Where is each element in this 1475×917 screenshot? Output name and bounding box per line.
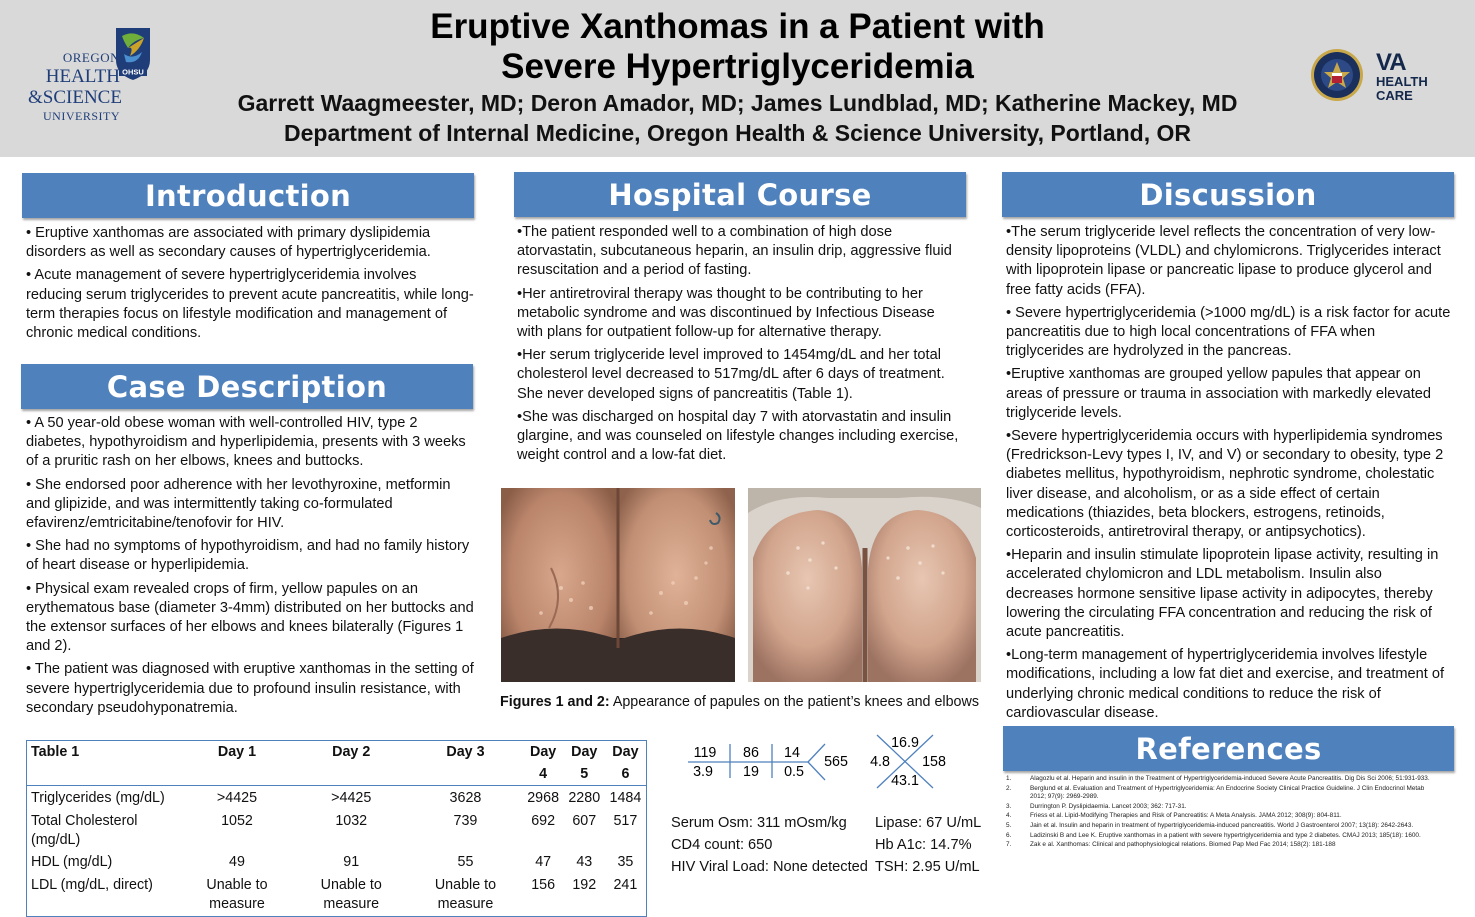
tsh: TSH: 2.95 U/mL <box>875 859 980 875</box>
case-description-heading: Case Description <box>21 364 473 409</box>
figure-caption-text: Appearance of papules on the patient’s knees and elbows <box>609 694 979 710</box>
cbc-plt: 158 <box>922 754 946 770</box>
reference-text: Jain et al. Insulin and heparin in treatment of hypertriglyceridemia-induced pancreatitis. World J Gastroenterol 2007; 13(18): 2642-2643. <box>1030 821 1414 829</box>
table-header-row <box>27 741 647 786</box>
reference-item <box>1006 803 1436 812</box>
introduction-bullet: • Acute management of severe hypertriglyceridemia involves reducing serum triglycerides to prevent acute pancreatitis, while long-term therapies focus on lifestyle modification and management of chronic medical conditions. <box>26 267 474 342</box>
case-bullet: • The patient was diagnosed with eruptive xanthomas in the setting of severe hypertriglyceridemia due to profound insulin resistance, with secondary pseudohyponatremia. <box>26 661 474 716</box>
cd4-count: CD4 count: 650 <box>671 837 773 853</box>
elbows-photo-image <box>748 488 981 682</box>
discussion-bullet: •Long-term management of hypertriglyceridemia involves lifestyle modifications, including a low fat diet and exercise, and treatment of underlying chronic medical conditions to reduce the risk of cardiovascular disease. <box>1006 647 1445 721</box>
table-cell: 55 <box>457 853 474 870</box>
reference-item <box>1006 775 1436 784</box>
discussion-body <box>1006 223 1452 727</box>
table-header-cell: Day 3 <box>408 741 522 786</box>
reference-text: Durrington P. Dyslipidaemia. Lancet 2003; 362: 717-31. <box>1030 802 1187 810</box>
table-header-cell: Day 6 <box>605 741 647 786</box>
labs-left <box>671 812 871 878</box>
table-header-cell: Table 1 <box>27 741 180 786</box>
discussion-bullet: •Severe hypertriglyceridemia occurs with hyperlipidemia syndromes (Fredrickson-Levy types I, IV, and V) or secondary to obesity, type 2 diabetes mellitus, hypothyroidism, nephrotic syndrome, cholestatic liver disease, and alcoholism, or as a side effect of certain medications (thiazides, beta blockers, estrogens, retinoids, corticosteroids, antiretroviral therapy, or antipsychotics). <box>1006 428 1444 541</box>
bmp-na: 119 <box>693 745 717 761</box>
va-wordmark <box>1376 51 1428 103</box>
reference-number: 3. <box>1006 802 1012 810</box>
reference-text: Berglund et al. Evaluation and Treatment of Hypertriglyceridemia: An Endocrine Society Clinical Practice Guideline. J Clin Endocrinol Metab 2012; 97(9): 2969-2989. <box>1030 784 1425 801</box>
va-logo <box>1308 45 1428 105</box>
va-line3: CARE <box>1376 88 1413 103</box>
discussion-heading: Discussion <box>1002 172 1454 217</box>
reference-number: 7. <box>1006 841 1012 849</box>
poster-title-line1: Eruptive Xanthomas in a Patient with <box>430 7 1045 46</box>
poster-header <box>0 0 1475 157</box>
table-row <box>27 873 647 917</box>
knees-photo-image <box>501 488 735 682</box>
figure-caption <box>500 693 990 711</box>
table-cell: 156 <box>531 876 556 893</box>
cbc-hgb: 16.9 <box>891 735 919 751</box>
reference-item <box>1006 822 1436 831</box>
reference-item <box>1006 841 1436 850</box>
reference-number: 2. <box>1006 784 1012 792</box>
va-seal-icon <box>1310 48 1364 102</box>
table-row <box>27 786 647 809</box>
table-cell: 517 <box>613 812 638 829</box>
discussion-bullet: •Eruptive xanthomas are grouped yellow papules that appear on areas of pressure or trauma in association with markedly elevated triglyceride levels. <box>1006 366 1432 421</box>
hb-a1c: Hb A1c: 14.7% <box>875 837 972 853</box>
table-header-cell: Day 2 <box>294 741 408 786</box>
table-cell: Unable to measure <box>206 876 268 912</box>
table-cell: 241 <box>613 876 638 893</box>
table-cell: Total Cholesterol (mg/dL) <box>31 812 138 848</box>
va-line2: HEALTH <box>1376 74 1428 89</box>
ohsu-line4: UNIVERSITY <box>43 109 120 123</box>
introduction-heading: Introduction <box>22 173 474 218</box>
bmp-hco3: 19 <box>743 764 759 780</box>
serum-osm: Serum Osm: 311 mOsm/kg <box>671 815 847 831</box>
table-cell: 47 <box>535 853 552 870</box>
reference-number: 6. <box>1006 831 1012 839</box>
lipase: Lipase: 67 U/mL <box>875 815 982 831</box>
cbc-wbc: 4.8 <box>870 754 890 770</box>
table-cell: 2968 <box>527 790 560 806</box>
ohsu-line2: HEALTH <box>45 66 120 87</box>
discussion-bullet: •The serum triglyceride level reflects the concentration of very low-density lipoproteins (VLDL) and chylomicrons. Triglycerides interact with lipoprotein lipase or pancreatic lipase to produce glycerol and free fatty acids (FFA). <box>1006 224 1441 298</box>
bmp-k: 3.9 <box>693 764 713 780</box>
table-cell: 43 <box>576 853 593 870</box>
table-row <box>27 850 647 873</box>
table-cell: 1032 <box>335 812 368 829</box>
fishbone-diagrams <box>685 733 955 793</box>
va-line1: VA <box>1376 49 1406 76</box>
table-cell: 1484 <box>609 790 642 806</box>
bmp-bun: 14 <box>784 745 800 761</box>
table-cell: 49 <box>229 853 245 870</box>
elbows-photo <box>748 488 981 682</box>
poster-department: Department of Internal Medicine, Oregon Health & Science University, Portland, OR <box>284 120 1191 146</box>
bmp-cl: 86 <box>743 745 759 761</box>
case-description-body <box>26 414 474 722</box>
reference-number: 5. <box>1006 821 1012 829</box>
figure-caption-label: Figures 1 and 2: <box>500 694 610 710</box>
table-cell: LDL (mg/dL, direct) <box>31 876 153 893</box>
table-cell: Triglycerides (mg/dL) <box>31 790 165 806</box>
table-cell: Unable to measure <box>434 876 497 912</box>
lab-table <box>26 740 647 917</box>
table-cell: 35 <box>617 853 634 870</box>
ohsu-badge: OHSU <box>122 67 144 77</box>
poster-authors: Garrett Waagmeester, MD; Deron Amador, MD; James Lundblad, MD; Katherine Mackey, MD <box>237 90 1238 116</box>
knees-photo <box>501 488 735 682</box>
hospital-bullet: •Her antiretroviral therapy was thought to be contributing to her metabolic syndrome and was discontinued by Infectious Disease with plans for outpatient follow-up for alternative therapy. <box>517 285 935 341</box>
bmp-glucose: 565 <box>824 754 848 770</box>
table-cell: 692 <box>531 812 556 829</box>
labs-right <box>875 812 995 878</box>
reference-number: 4. <box>1006 812 1012 820</box>
reference-text: Ladizinski B and Lee K. Eruptive xanthomas in a patient with severe hypertriglyceridemia and type 2 diabetes. CMAJ 2013; 185(18): 1600. <box>1030 831 1421 839</box>
references-list <box>1006 775 1436 851</box>
table-cell: 607 <box>572 812 597 829</box>
references-heading: References <box>1003 726 1454 771</box>
discussion-bullet: •Heparin and insulin stimulate lipoprotein lipase activity, resulting in accelerated chylomicron and LDL metabolism. Insulin also decreases hormone sensitive lipase activity in adipocytes, thereby lowering the circulating FFA concentration and reducing the risk of acute pancreatitis. <box>1006 547 1439 641</box>
introduction-bullet: • Eruptive xanthomas are associated with primary dyslipidemia disorders as well as secondary causes of hypertriglyceridemia. <box>26 225 431 261</box>
reference-item <box>1006 812 1436 821</box>
case-bullet: • She endorsed poor adherence with her levothyroxine, metformin and glipizide, and was intermittently taking co-formulated efavirenz/emtricitabine/tenofovir for HIV. <box>26 476 451 532</box>
table-cell: 91 <box>343 853 360 870</box>
discussion-bullet: • Severe hypertriglyceridemia (>1000 mg/dL) is a risk factor for acute pancreatitis due to high local concentrations of FFA when triglycerides are hydrolyzed in the pancreas. <box>1006 304 1451 360</box>
reference-item <box>1006 785 1436 802</box>
table-cell: HDL (mg/dL) <box>31 853 113 870</box>
table-cell: 2280 <box>568 790 601 806</box>
table-cell: 192 <box>572 876 597 893</box>
table-cell: >4425 <box>331 790 372 806</box>
case-bullet: • A 50 year-old obese woman with well-controlled HIV, type 2 diabetes, hypothyroidism and hyperlipidemia, presents with 3 weeks of a pruritic rash on her elbows, knees and buttocks. <box>26 415 466 470</box>
reference-text: Zak e al. Xanthomas: Clinical and pathophysiological relations. Biomed Pap Med Fac 2014; 158(2): 181-188 <box>1030 841 1336 849</box>
table-header-cell: Day 1 <box>180 741 294 786</box>
ohsu-line1: OREGON <box>62 50 120 65</box>
poster-title-line2: Severe Hypertriglyceridemia <box>501 47 974 86</box>
bmp-cr: 0.5 <box>784 764 804 780</box>
hospital-course-body <box>517 223 963 469</box>
table-row <box>27 809 647 850</box>
cbc-hct: 43.1 <box>891 773 919 789</box>
reference-text: Alagozlu et al. Heparin and insulin in the Treatment of Hypertriglyceridemia-induced Severe Acute Pancreatitis. Dig Dis Sci 2006; 51:931-933. <box>1030 775 1430 782</box>
table-cell: >4425 <box>216 790 258 806</box>
hospital-bullet: •She was discharged on hospital day 7 with atorvastatin and insulin glargine, and was counseled on lifestyle changes including exercise, weight control and a low-fat diet. <box>517 408 959 464</box>
hospital-course-heading: Hospital Course <box>514 172 966 217</box>
table-header-cell: Day 4 <box>523 741 564 786</box>
table-header-cell: Day 5 <box>564 741 605 786</box>
hiv-viral-load: HIV Viral Load: None detected <box>671 859 868 875</box>
ohsu-line3: &SCIENCE <box>28 87 122 108</box>
hospital-bullet: •The patient responded well to a combination of high dose atorvastatin, subcutaneous heparin, an insulin drip, aggressive fluid resuscitation and a period of fasting. <box>517 224 952 279</box>
reference-item <box>1006 832 1436 841</box>
reference-number: 1. <box>1006 775 1012 782</box>
table-cell: Unable to measure <box>320 876 382 912</box>
table-cell: 3628 <box>449 790 482 806</box>
reference-text: Friess et al. Lipid-Modifying Therapies and Risk of Pancreatitis: A Meta Analysis. JAMA 2012; 308(9): 804-811. <box>1030 812 1342 820</box>
case-bullet: • She had no symptoms of hypothyroidism, and had no family history of heart disease or hyperlipidemia. <box>26 538 470 574</box>
case-bullet: • Physical exam revealed crops of firm, yellow papules on an erythematous base (diameter 3-4mm) distributed on her buttocks and the extensor surfaces of her elbows and knees bilaterally (Figures 1 and 2). <box>26 580 474 655</box>
hospital-bullet: •Her serum triglyceride level improved to 1454mg/dL and her total cholesterol level decreased to 517mg/dL after 6 days of treatment. She never developed signs of pancreatitis (Table 1). <box>517 347 945 402</box>
table-cell: 739 <box>453 812 478 829</box>
introduction-body <box>26 224 474 347</box>
table-cell: 1052 <box>221 812 253 829</box>
